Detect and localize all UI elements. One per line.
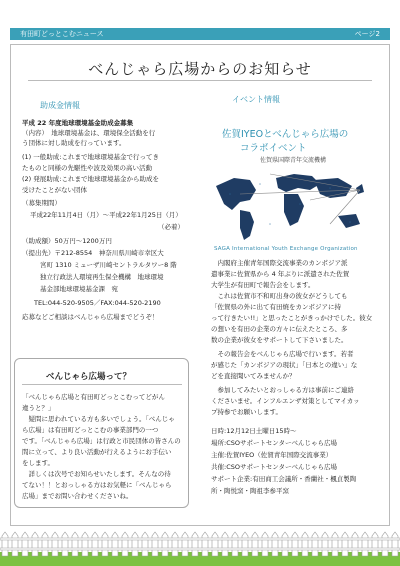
right-line: 「佐賀県の外に出て有田焼をカンボジアに持 — [211, 303, 341, 311]
fence-picket — [252, 532, 258, 556]
fence-picket — [82, 532, 88, 556]
callout-title: べんじゃら広場って？ — [46, 372, 132, 382]
callout-line: 「べんじゃら広場と有田町どっとこむってどがん — [22, 393, 165, 401]
page-title: べんじゃら広場からのお知らせ — [88, 60, 312, 78]
event-organizer: 主催:佐賀IYEO（佐賀青年国際交流事業） — [211, 451, 333, 459]
fence-picket — [292, 532, 298, 556]
right-line: が感じた「カンボジアの現状」「日本との違い」な — [211, 361, 358, 369]
fence-picket — [32, 532, 38, 556]
fence-picket — [262, 532, 268, 556]
callout-line: をします。 — [22, 459, 54, 467]
left-line: 独立行政法人環境再生保全機構 地球環境 — [40, 273, 164, 281]
left-line: TEL:044-520-9505／FAX:044-520-2190 — [34, 299, 161, 307]
callout-line: 間に立って、より良い活動が行えるようにお手伝い — [22, 448, 172, 456]
fence-picket — [282, 532, 288, 556]
event-sponsors: サポート企業:有田商工会議所・香蘭社・楓貞製陶 — [211, 475, 357, 483]
right-line: 内閣府主催青年国際交流事業のカンボジア派 — [211, 259, 348, 267]
callout-line: 違うと？」 — [22, 404, 55, 412]
fence-picket — [372, 532, 378, 556]
fence-picket — [192, 532, 198, 556]
event-section-heading: イベント情報 — [232, 95, 280, 104]
left-line: （内容） 地球環境基金は、環境保全活動を行 — [22, 129, 156, 137]
right-line: 数の企業が彼女をサポートして下さいました。 — [211, 336, 348, 344]
callout-line: てない！！とおっしゃる方はお気軽に「べんじゃら — [22, 481, 172, 489]
header-bar — [10, 28, 390, 40]
left-line: （募集期間） — [22, 199, 61, 207]
right-line: って行きたい!!」と思ったことがきっかけでした。彼女 — [211, 314, 373, 322]
fence-picket — [272, 532, 278, 556]
fence-picket — [312, 532, 318, 556]
fence-picket — [172, 532, 178, 556]
fence-picket — [182, 532, 188, 556]
left-line: う団体に対し助成を行っています。 — [22, 139, 126, 147]
header-left-text: 有田町どっとこむニュース — [20, 30, 104, 38]
fence-picket — [62, 532, 68, 556]
left-line: 宮町 1310 ミューザ川崎セントラルタワー8 階 — [40, 261, 177, 269]
fence-picket — [352, 532, 358, 556]
fence-picket — [342, 532, 348, 556]
fence-picket — [2, 532, 8, 556]
fence-picket — [232, 532, 238, 556]
left-line: 基金部地球環境基金課 宛 — [40, 285, 118, 293]
fence-picket — [202, 532, 208, 556]
fence-picket — [362, 532, 368, 556]
fence-picket — [152, 532, 158, 556]
map-caption: SAGA International Youth Exchange Organization — [214, 246, 358, 252]
right-line: プ持参でお願いします。 — [211, 408, 282, 416]
fence-picket — [162, 532, 168, 556]
callout-line: 詳しくは次号でお知らせいたします。そんなの待 — [22, 470, 171, 478]
world-map-logo — [210, 164, 378, 246]
event-subtitle: 佐賀県国際青年交流機構 — [260, 157, 327, 164]
event-title-line-1: 佐賀IYEOとべんじゃら広場の — [222, 129, 349, 140]
callout-line: ら広場」は有田町どっとこむの事業部門の一つ — [22, 426, 159, 434]
fence-picket — [332, 532, 338, 556]
right-line: その報告会をべんじゃら広場で行います。若者 — [211, 350, 354, 358]
right-line: 大学生が有田町で報告会をします。 — [211, 281, 315, 289]
event-datetime: 日時:12月12日土曜日15時～ — [211, 427, 297, 435]
callout-line: 広場」までお問い合わせくださいね。 — [22, 492, 133, 500]
left-line: (2) 発展助成:これまで地球環境基金から助成を — [22, 175, 159, 183]
fence-picket — [42, 532, 48, 556]
left-line: たものと同様の先駆性や波及効果の高い活動 — [22, 164, 152, 172]
fence-picket — [72, 532, 78, 556]
event-sponsors-cont: 所・陶悦窯・陶祖李参平窯 — [211, 487, 289, 495]
left-line: (1) 一般助成:これまで地球環境基金で行ってき — [22, 153, 159, 161]
fence-picket — [22, 532, 28, 556]
right-line: 参加してみたいとおっしゃる方は事前にご連絡 — [211, 386, 354, 394]
left-line: 応募などご相談はべんじゃら広場までどうぞ！ — [22, 313, 159, 321]
fence-picket — [392, 532, 398, 556]
event-venue: 場所:CSOサポートセンターべんじゃら広場 — [211, 439, 338, 447]
grant-section-heading: 助成金情報 — [40, 101, 80, 110]
fence-picket — [322, 532, 328, 556]
event-title-line-2: コラボイベント — [240, 143, 307, 154]
fence-picket — [122, 532, 128, 556]
left-line: 平成22年11月4日（月）～平成22年1月25日（月） — [30, 211, 182, 219]
fence-picket — [112, 532, 118, 556]
left-line: （提出先）〒212-8554 神奈川県川崎市幸区大 — [22, 249, 164, 257]
event-cosponsor: 共催:CSOサポートセンターべんじゃら広場 — [211, 463, 338, 471]
fence-picket — [242, 532, 248, 556]
left-line: 受けたことがない団体 — [22, 186, 87, 194]
fence-picket — [12, 532, 18, 556]
fence-picket — [102, 532, 108, 556]
fence-picket — [382, 532, 388, 556]
right-line: 遣事業に佐賀県から 4 年ぶりに派遣された佐賀 — [211, 270, 350, 278]
callout-line: 疑問に思われている方も多いでしょう。「べんじゃ — [22, 415, 175, 423]
left-line: 平成 22 年度地球環境基金助成金募集 — [22, 119, 134, 127]
callout-line: です。「べんじゃら広場」は行政と市民団体の皆さんの — [22, 437, 181, 445]
fence-picket — [92, 532, 98, 556]
fence-picket — [302, 532, 308, 556]
fence-decoration — [0, 526, 400, 566]
right-line: の想いを有田の企業の方々に伝えたところ、多 — [211, 325, 348, 333]
callout-divider — [22, 384, 182, 385]
fence-picket — [52, 532, 58, 556]
fence-picket — [132, 532, 138, 556]
fence-picket — [222, 532, 228, 556]
right-line: くださいませ。インフルエンザ対策としてマイカッ — [211, 397, 360, 405]
title-divider — [28, 80, 372, 81]
left-line: （必着） — [158, 223, 184, 231]
right-line: どを直接聞いてみませんか？ — [211, 372, 296, 380]
right-line: これは佐賀市不和町出身の彼女がどうしても — [211, 292, 348, 300]
fence-picket — [142, 532, 148, 556]
fence-picket — [212, 532, 218, 556]
page-number: ページ2 — [354, 30, 380, 38]
left-line: （助成額）50万円～1200万円 — [22, 237, 112, 245]
